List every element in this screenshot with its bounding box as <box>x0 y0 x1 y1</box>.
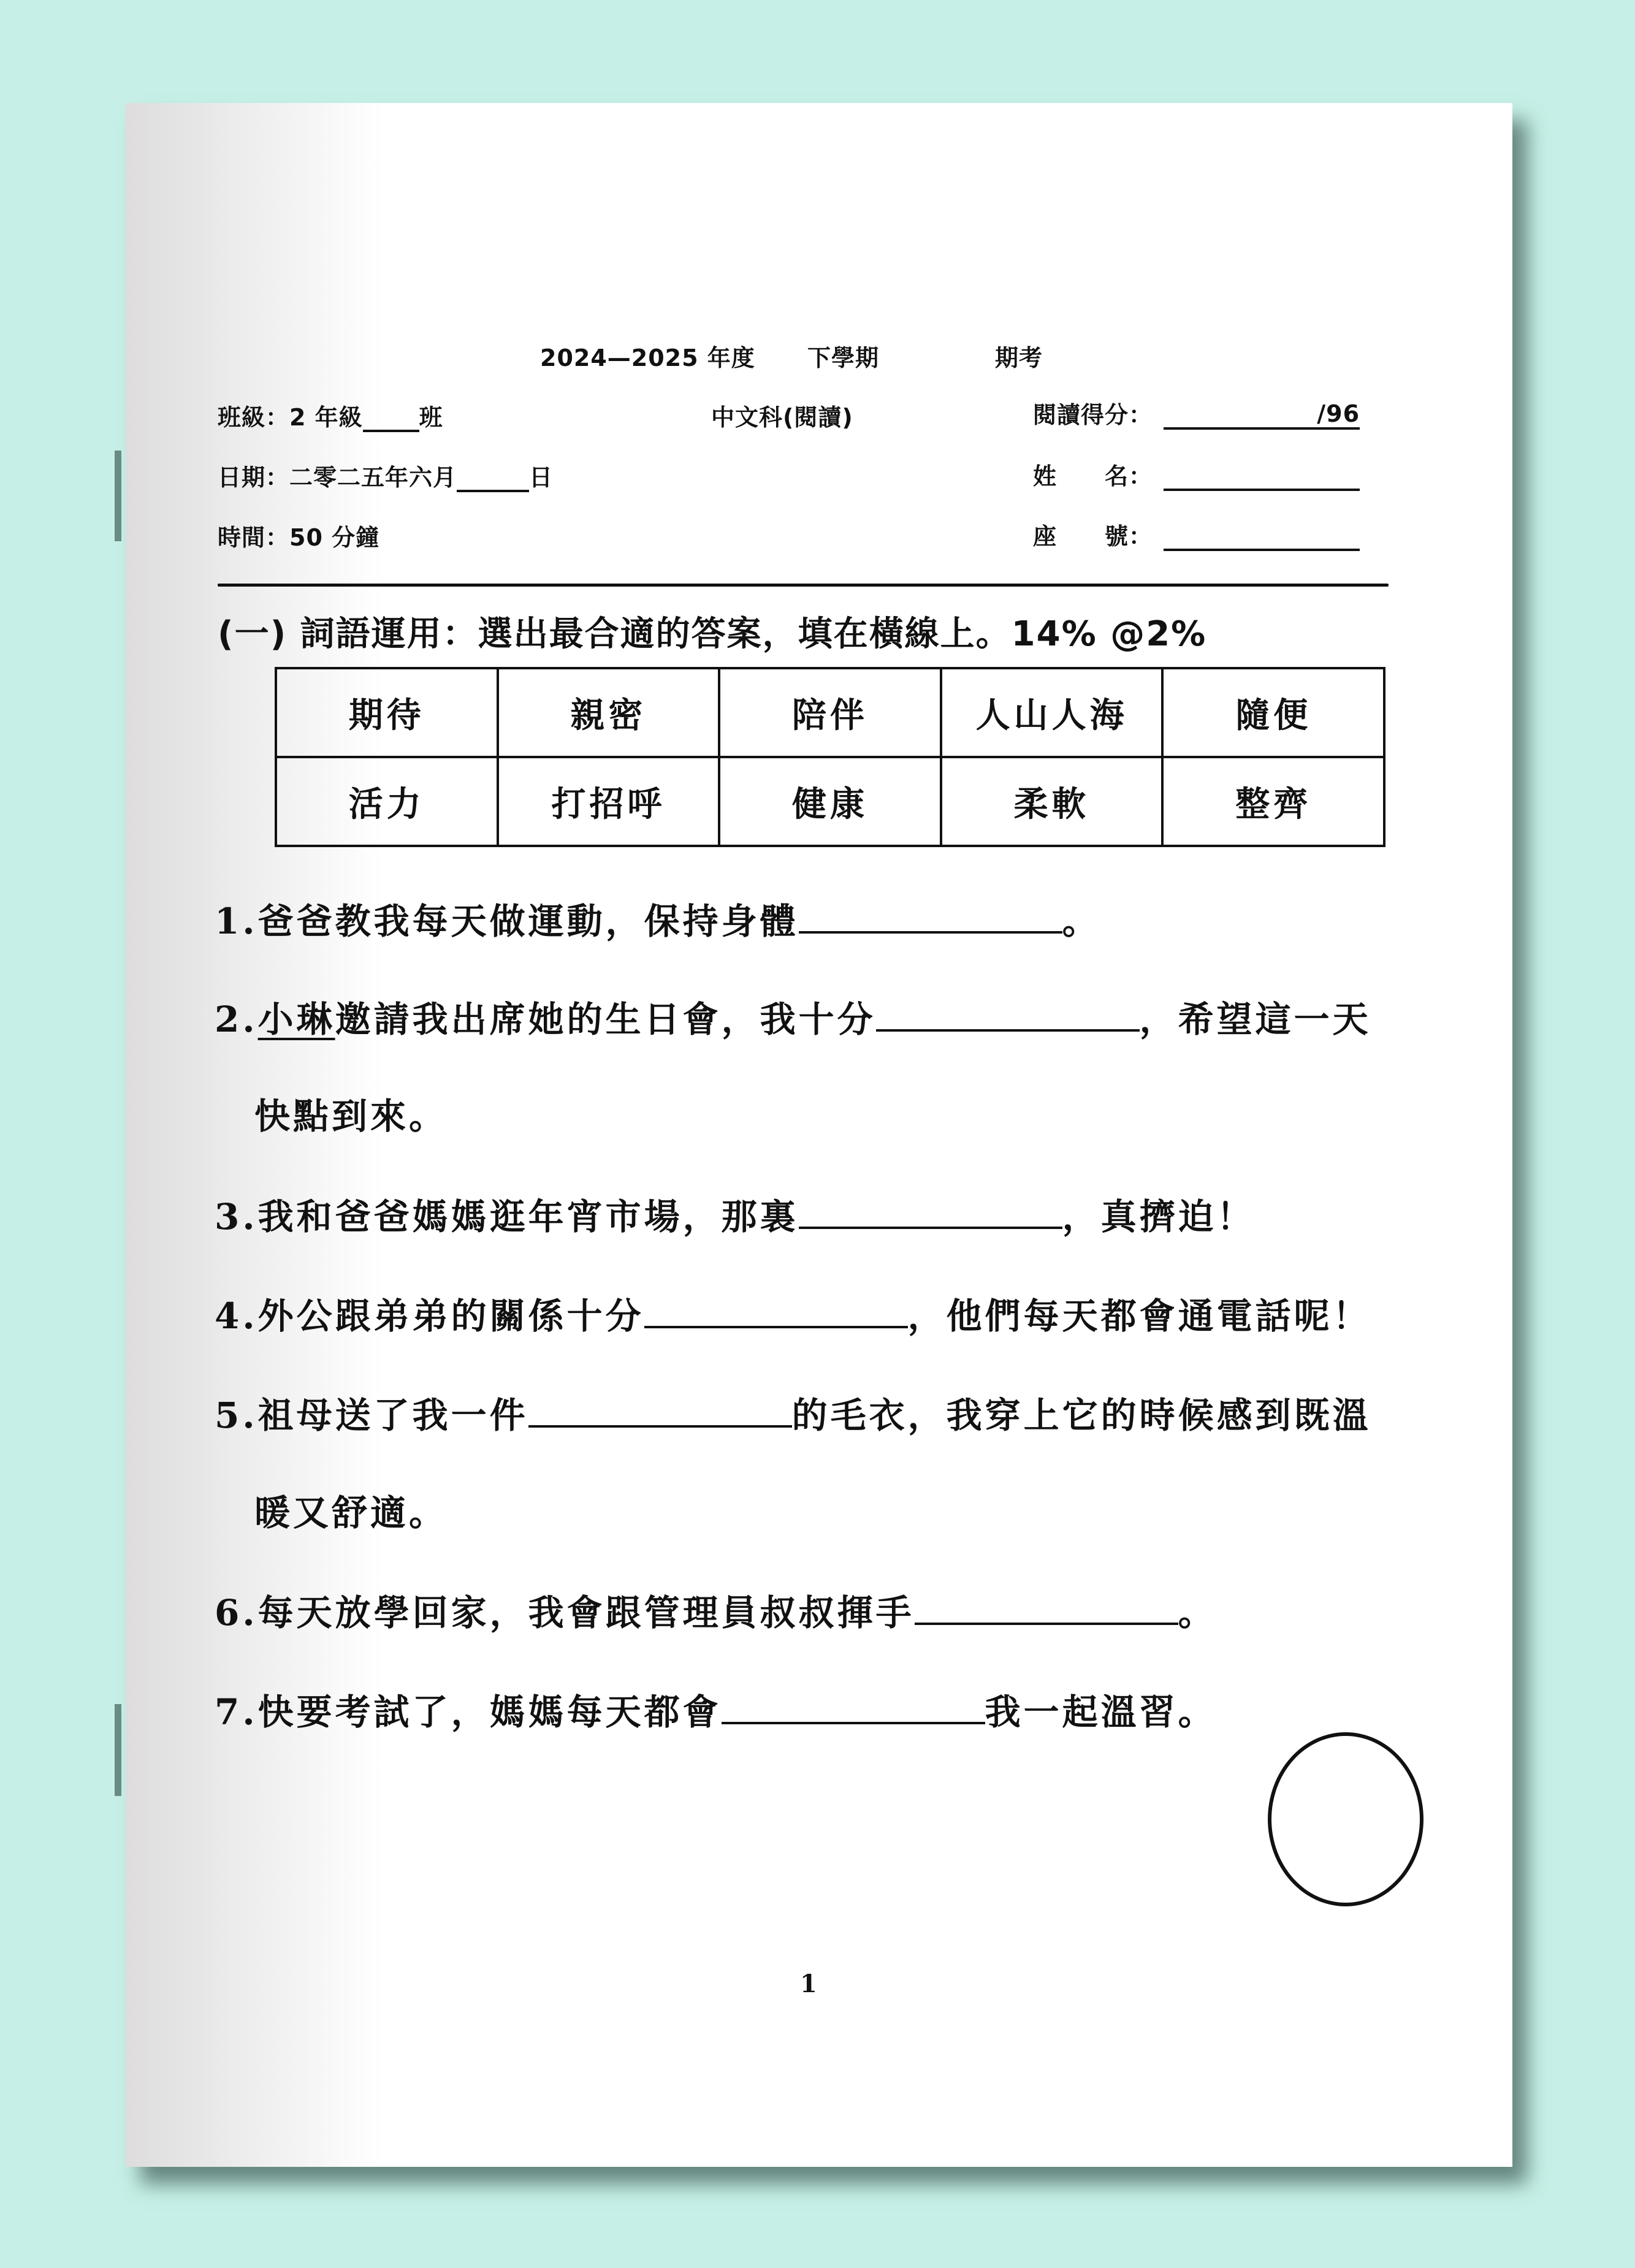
word-bank-row <box>276 668 1384 757</box>
binder-mark-top <box>115 451 121 541</box>
question-number: 3. <box>215 1196 258 1238</box>
answer-blank-6[interactable] <box>915 1596 1178 1625</box>
answer-blank-7[interactable] <box>722 1695 985 1724</box>
section-title: (一) 詞語運用：選出最合適的答案，填在橫線上。14% @2% <box>218 614 1207 654</box>
question-5-continuation: 暖又舒適。 <box>254 1492 448 1534</box>
word-bank-cell: 人山人海 <box>941 668 1163 757</box>
word-bank-cell: 親密 <box>498 668 720 757</box>
word-bank-cell: 整齊 <box>1162 757 1384 846</box>
header-exam: 期考 <box>995 344 1043 371</box>
score-label: 閱讀得分： <box>1033 401 1153 428</box>
date-label: 日期：二零二五年六月 <box>218 464 457 491</box>
question-text: 爸爸教我每天做運動，保持身體 <box>257 900 799 942</box>
answer-blank-4[interactable] <box>644 1299 908 1328</box>
question-number: 4. <box>215 1295 258 1337</box>
word-bank-cell: 陪伴 <box>719 668 941 757</box>
question-text: 我和爸爸媽媽逛年宵市場，那裏 <box>257 1196 799 1238</box>
question-text: 邀請我出席她的生日會，我十分 <box>335 999 876 1040</box>
question-text-after: ，真擠迫！ <box>1062 1196 1256 1238</box>
binder-mark-bottom <box>115 1704 121 1796</box>
question-text: 快要考試了，媽媽每天都會 <box>257 1691 722 1733</box>
question-text: 祖母送了我一件 <box>257 1395 528 1436</box>
word-bank-row <box>276 757 1384 846</box>
question-text: 每天放學回家，我會跟管理員叔叔揮手 <box>257 1592 915 1634</box>
score-circle[interactable] <box>1268 1732 1423 1906</box>
seat-input-line[interactable] <box>1164 549 1360 551</box>
answer-blank-2[interactable] <box>876 1002 1140 1032</box>
header-term: 下學期 <box>807 344 880 371</box>
word-bank-cell: 活力 <box>276 757 498 846</box>
question-number: 6. <box>215 1592 258 1634</box>
answer-blank-3[interactable] <box>799 1200 1062 1229</box>
class-input-line[interactable] <box>363 430 419 432</box>
question-2-continuation: 快點到來。 <box>254 1095 448 1137</box>
question-text-after: ，他們每天都會通電話呢！ <box>907 1295 1371 1337</box>
question-3 <box>215 1188 1256 1239</box>
question-7 <box>215 1683 1217 1735</box>
word-bank-cell: 隨便 <box>1162 668 1384 757</box>
class-field <box>218 398 443 432</box>
question-text-after: 我一起溫習。 <box>985 1691 1217 1733</box>
class-label: 班級：2 年級 <box>218 404 363 431</box>
question-text: 外公跟弟弟的關係十分 <box>257 1295 644 1337</box>
question-text-after: 的毛衣，我穿上它的時候感到既溫 <box>791 1395 1371 1436</box>
proper-name: 小琳 <box>257 999 335 1040</box>
question-1 <box>215 892 1101 944</box>
question-5 <box>215 1387 1371 1438</box>
question-text-after: ，希望這一天 <box>1139 999 1371 1040</box>
word-bank-cell: 柔軟 <box>941 757 1163 846</box>
question-number: 5. <box>215 1395 258 1436</box>
question-2 <box>215 991 1371 1042</box>
exam-paper <box>126 103 1512 2167</box>
seat-field <box>1033 517 1360 551</box>
answer-blank-5[interactable] <box>528 1398 792 1428</box>
class-suffix: 班 <box>419 404 443 431</box>
subject-label: 中文科(閱讀) <box>711 404 853 431</box>
date-suffix: 日 <box>529 464 554 491</box>
word-bank-cell: 健康 <box>719 757 941 846</box>
time-label: 時間：50 分鐘 <box>218 524 380 551</box>
header-divider <box>218 584 1389 587</box>
word-bank-cell: 打招呼 <box>498 757 720 846</box>
question-6 <box>215 1584 1217 1635</box>
question-number: 7. <box>215 1691 258 1733</box>
answer-blank-1[interactable] <box>799 904 1062 934</box>
word-bank-cell: 期待 <box>276 668 498 757</box>
name-field <box>1033 457 1360 491</box>
seat-label: 座 號： <box>1033 523 1153 550</box>
date-input-line[interactable] <box>457 490 529 492</box>
name-label: 姓 名： <box>1033 463 1153 490</box>
name-input-line[interactable] <box>1164 489 1360 491</box>
header-school-year: 2024—2025 年度 <box>540 344 755 371</box>
page-number: 1 <box>800 1969 817 1998</box>
question-number: 2. <box>215 999 258 1040</box>
score-field <box>1033 396 1360 430</box>
question-text-after: 。 <box>1178 1592 1217 1634</box>
score-input-line[interactable] <box>1164 400 1360 430</box>
question-4 <box>215 1287 1371 1339</box>
word-bank-table <box>275 667 1385 847</box>
question-text-after: 。 <box>1062 900 1101 942</box>
date-field <box>218 459 553 492</box>
score-total: /96 <box>1317 400 1360 427</box>
question-number: 1. <box>215 900 258 942</box>
